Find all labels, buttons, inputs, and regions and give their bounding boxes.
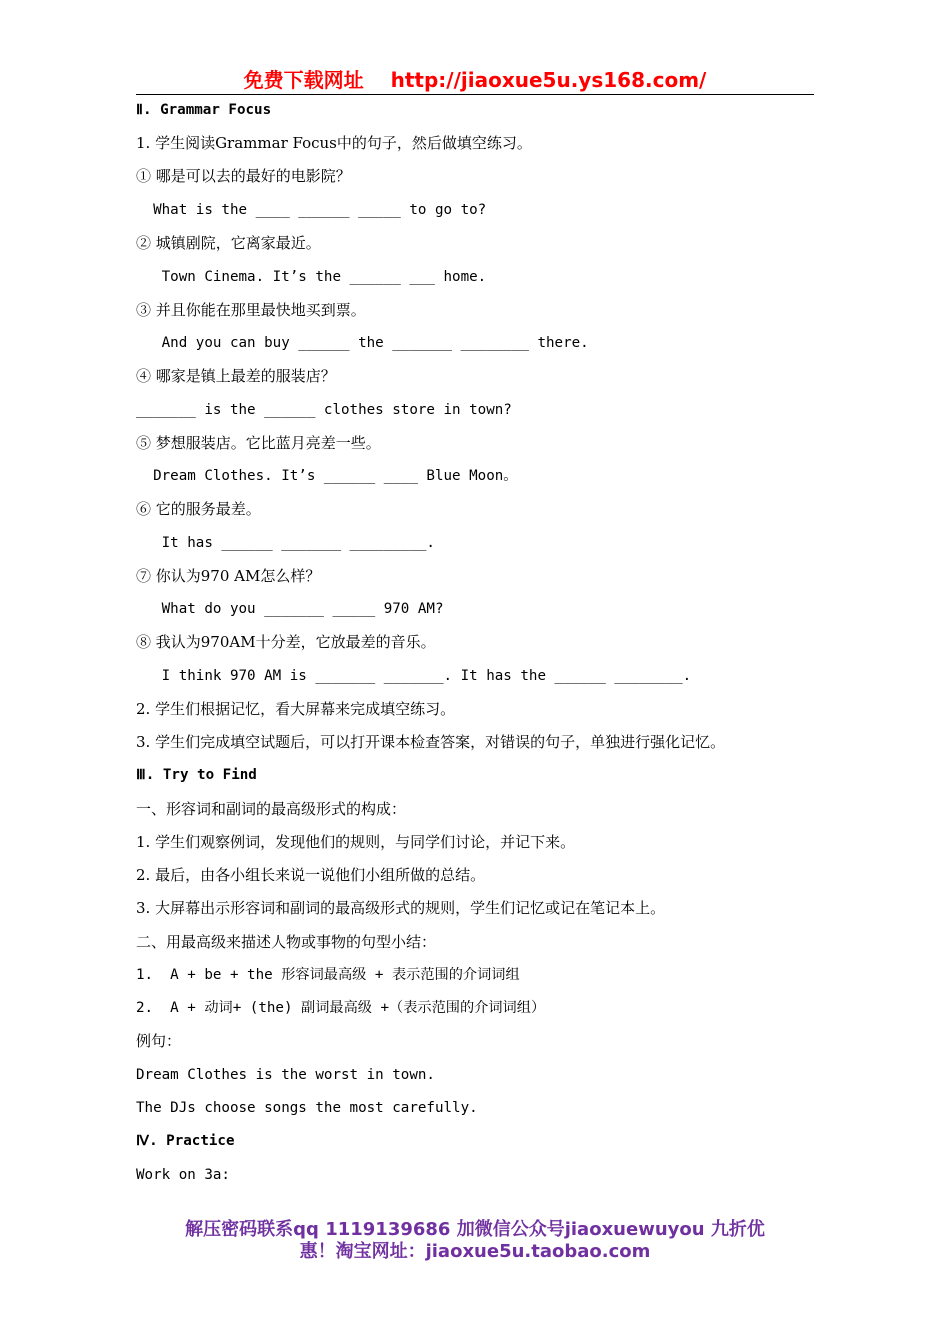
text-line: 1. A + be + the 形容词最高级 + 表示范围的介词词组 [136,967,520,983]
exercise-line: What do you _______ _____ 970 AM? [136,601,444,617]
text-line: ⑥ 它的服务最差。 [136,500,261,518]
text-line: 1. 学生们观察例词，发现他们的规则，与同学们讨论，并记下来。 [136,833,576,851]
exercise-line: _______ is the ______ clothes store in town? [136,402,512,418]
text-line: 2. 学生们根据记忆，看大屏幕来完成填空练习。 [136,700,456,718]
footer-contact-line2: 惠！淘宝网址：jiaoxue5u.taobao.com [299,1241,651,1262]
text-line: ② 城镇剧院，它离家最近。 [136,234,321,252]
exercise-line: Dream Clothes. It’s ______ ____ Blue Moon。 [136,468,518,484]
section-practice: Ⅳ. Practice [136,1133,235,1149]
section-grammar-focus: Ⅱ. Grammar Focus [136,102,272,118]
exercise-line: And you can buy ______ the _______ ________ there. [136,335,589,351]
footer-contact-line1: 解压密码联系qq 1119139686 加微信公众号jiaoxuewuyou 九折优 [185,1219,765,1240]
exercise-line: I think 970 AM is _______ _______. It has the ______ ________. [136,668,692,684]
page-header [136,66,814,95]
header-url[interactable]: http://jiaoxue5u.ys168.com/ [390,68,707,92]
exercise-line: What is the ____ ______ _____ to go to? [136,202,487,218]
text-line: 1. 学生阅读Grammar Focus中的句子，然后做填空练习。 [136,134,532,152]
example-line: The DJs choose songs the most carefully. [136,1100,478,1116]
text-line: ④ 哪家是镇上最差的服装店？ [136,367,336,385]
text-line: 一、形容词和副词的最高级形式的构成： [136,800,407,818]
text-line: ⑤ 梦想服装店。它比蓝月亮差一些。 [136,434,381,452]
text-line: ③ 并且你能在那里最快地买到票。 [136,301,366,319]
text-line: 3. 学生们完成填空试题后，可以打开课本检查答案，对错误的句子，单独进行强化记忆。 [136,733,726,751]
text-line: ⑧ 我认为970AM十分差，它放最差的音乐。 [136,633,436,651]
section-try-to-find: Ⅲ. Try to Find [136,767,257,783]
header-free-download: 免费下载网址 [243,68,364,92]
text-line: 二、用最高级来描述人物或事物的句型小结： [136,933,437,951]
text-line: 2. 最后，由各小组长来说一说他们小组所做的总结。 [136,866,486,884]
text-line: ⑦ 你认为970 AM怎么样？ [136,567,321,585]
text-line: Work on 3a: [136,1167,230,1183]
example-line: Dream Clothes is the worst in town. [136,1067,435,1083]
text-line: 2. A + 动词+ (the) 副词最高级 +（表示范围的介词词组） [136,1000,546,1016]
exercise-line: Town Cinema. It’s the ______ ___ home. [136,269,487,285]
exercise-line: It has ______ _______ _________. [136,535,435,551]
text-line: 例句： [136,1032,182,1050]
text-line: ① 哪是可以去的最好的电影院？ [136,167,351,185]
text-line: 3. 大屏幕出示形容词和副词的最高级形式的规则，学生们记忆或记在笔记本上。 [136,899,666,917]
